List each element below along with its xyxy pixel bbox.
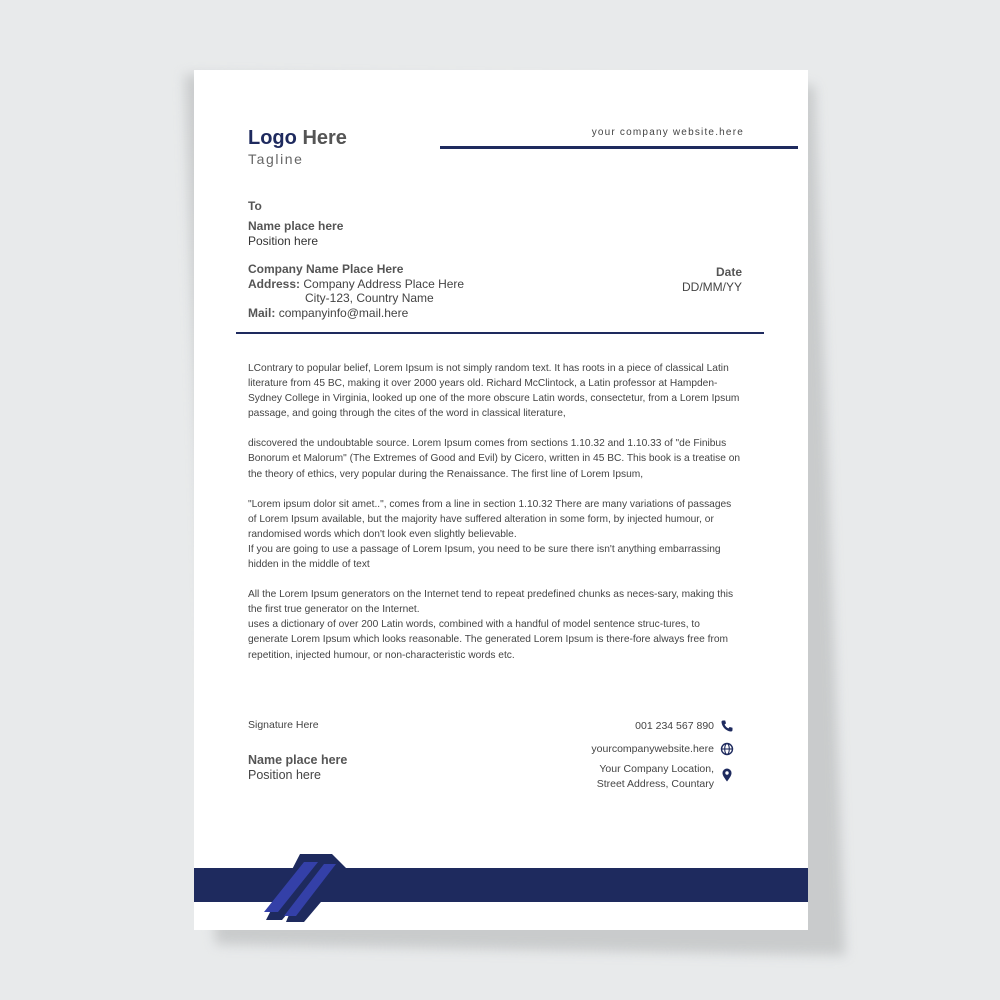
globe-icon: [720, 742, 734, 756]
logo-title: [248, 126, 347, 150]
address-line: [248, 277, 464, 292]
contact-website: yourcompanywebsite.here: [591, 743, 714, 755]
logo-main: Logo: [248, 127, 297, 149]
date-block: [682, 265, 742, 294]
to-label: To: [248, 199, 262, 213]
body-paragraph: discovered the undoubtable source. Lorem Ipsum comes from sections 1.10.32 and 1.10.33 of "de Finibus Bonorum et Malorum" (The Extremes of Good and Evil) by Cicero, written in 45 BC. This book is a treatise on the theory of ethics, very popular during the Renaissance. The first line of Lorem Ipsum,: [248, 438, 741, 480]
signer-position: Position here: [248, 768, 321, 782]
location-line2: Street Address, Countary: [596, 778, 714, 790]
mail-value: companyinfo@mail.here: [278, 305, 409, 320]
company-block: [248, 262, 464, 320]
address-label: Address:: [248, 276, 301, 291]
signer-name: Name place here: [248, 753, 348, 767]
footer-ribbon-shape: [234, 852, 364, 922]
address-line1: Company Address Place Here: [303, 276, 465, 291]
recipient-position: Position here: [248, 234, 319, 248]
location-line1: Your Company Location,: [599, 763, 714, 775]
location-pin-icon: [720, 768, 734, 782]
letterhead-page: [194, 70, 808, 930]
mail-label: Mail:: [248, 305, 276, 320]
mail-line: [248, 306, 464, 321]
body-paragraph: All the Lorem Ipsum generators on the Internet tend to repeat predefined chunks as neces-sary, making this the first true generator on the Internet. uses a dictionary of over 200 Latin words, combined with a handful of model sentence struc-tures, to generate Lorem Ipsum which looks reasonable. The generated Lorem Ipsum is there-fore always free from repetition, injected humour, or non-characteristic words etc.: [248, 589, 734, 661]
logo: [248, 126, 347, 168]
recipient-name: Name place here: [248, 219, 344, 233]
content-divider: [236, 332, 764, 334]
phone-icon: [720, 719, 734, 733]
body-paragraph: LContrary to popular belief, Lorem Ipsum is not simply random text. It has roots in a piece of classical Latin literature from 45 BC, making it over 2000 years old. Richard McClintock, a Latin professor at Hampden-Sydney College in Virginia, looked up one of the more obscure Latin words, consectetur, from a Lorem Ipsum passage, and going through the cites of the word in classical literature,: [248, 363, 740, 420]
header-website: your company website.here: [591, 127, 744, 138]
body-paragraph: "Lorem ipsum dolor sit amet..", comes from a line in section 1.10.32 There are many variations of passages of Lorem Ipsum available, but the majority have suffered alteration in some form, by injected humour, or randomised words which don't look even slightly believable. If you are going to use a passage of Lorem Ipsum, you need to be sure there isn't anything embarrassing hidden in the middle of text: [248, 498, 732, 571]
signature-label: Signature Here: [248, 719, 319, 731]
recipient-block: [248, 199, 343, 249]
address-line2: City-123, Country Name: [305, 291, 434, 305]
header-divider: [440, 146, 798, 149]
contact-phone: 001 234 567 890: [635, 720, 714, 732]
letter-body: [248, 361, 742, 678]
date-label: Date: [715, 265, 742, 279]
logo-suffix: Here: [302, 127, 347, 149]
date-value: DD/MM/YY: [682, 279, 742, 294]
signature-block: [248, 753, 347, 783]
company-name: Company Name Place Here: [248, 262, 404, 276]
contact-location: [597, 762, 714, 792]
tagline: Tagline: [248, 151, 304, 167]
